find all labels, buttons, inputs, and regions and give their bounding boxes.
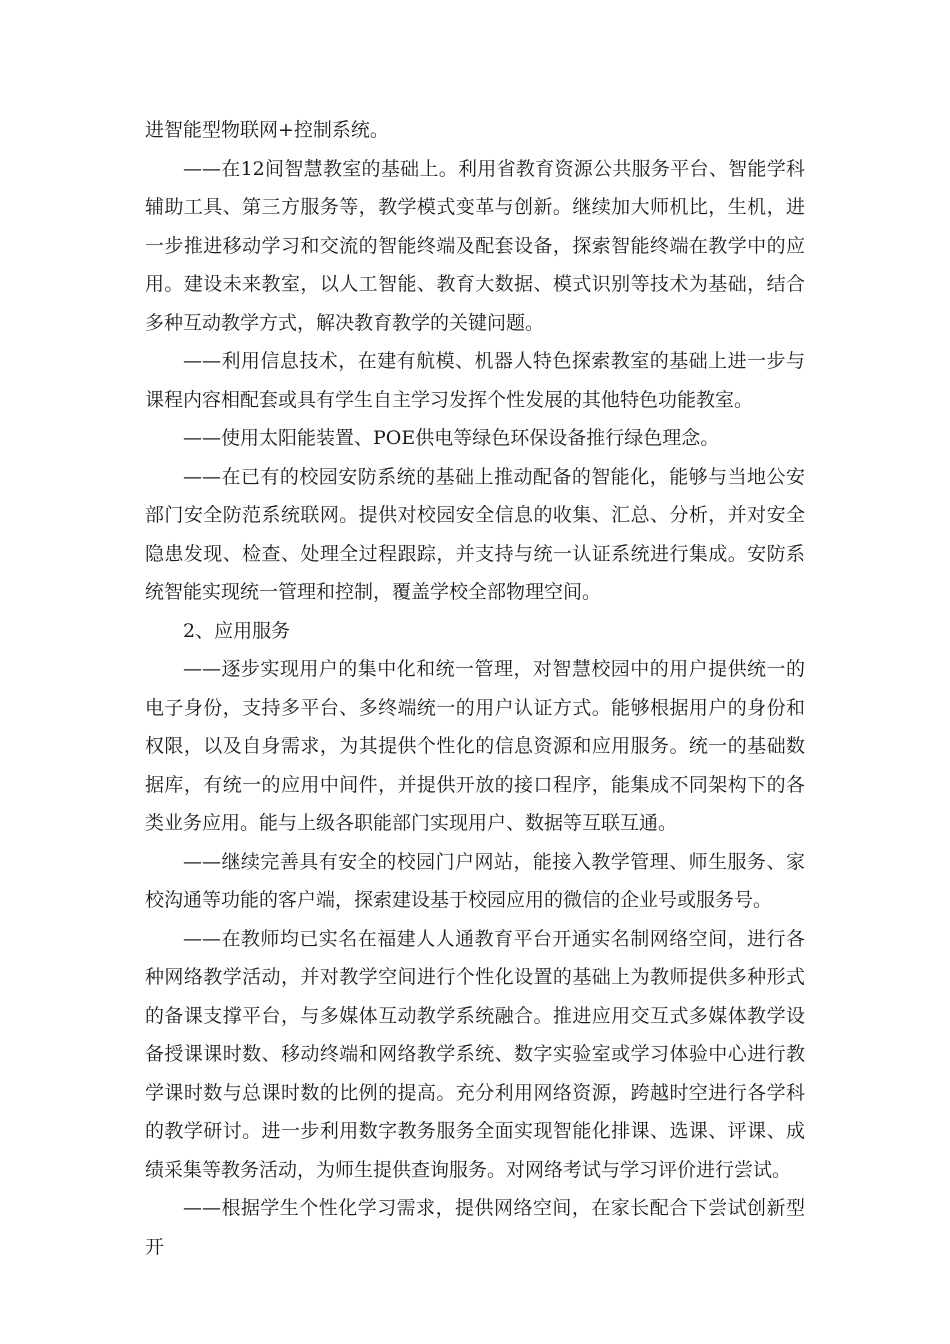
paragraph-unified-identity: ——逐步实现用户的集中化和统一管理，对智慧校园中的用户提供统一的电子身份，支持多平台、多终端统一的用户认证方式。能够根据用户的身份和权限，以及自身需求，为其提供个性化的信息资源和应用服务。统一的基础数据库，有统一的应用中间件，并提供开放的接口程序，能集成不同架构下的各类业务应用。能与上级各职能部门实现用户、数据等互联互通。	[145, 658, 805, 834]
paragraph-green-equipment: ——使用太阳能装置、POE供电等绿色环保设备推行绿色理念。	[183, 427, 720, 449]
paragraph-campus-security: ——在已有的校园安防系统的基础上推动配备的智能化，能够与当地公安部门安全防范系统联网。提供对校园安全信息的收集、汇总、分析，并对安全隐患发现、检查、处理全过程跟踪，并支持与统一认证系统进行集成。安防系统智能实现统一管理和控制，覆盖学校全部物理空间。	[145, 465, 805, 603]
paragraph-campus-portal: ——继续完善具有安全的校园门户网站，能接入教学管理、师生服务、家校沟通等功能的客户端，探索建设基于校园应用的微信的企业号或服务号。	[145, 850, 805, 911]
section-heading-application-services: 2、应用服务	[183, 619, 291, 642]
paragraph-continuation: 进智能型物联网+控制系统。	[145, 119, 389, 141]
paragraph-teacher-space: ——在教师均已实名在福建人人通教育平台开通实名制网络空间，进行各种网络教学活动，并对教学空间进行个性化设置的基础上为教师提供多种形式的备课支撑平台，与多媒体互动教学系统融合。推进应用交互式多媒体教学设备授课课时数、移动终端和网络教学系统、数字实验室或学习体验中心进行教学课时数与总课时数的比例的提高。充分利用网络资源，跨越时空进行各学科的教学研讨。进一步利用数字教务服务全面实现智能化排课、选课、评课、成绩采集等教务活动，为师生提供查询服务。对网络考试与学习评价进行尝试。	[145, 927, 805, 1181]
document-body	[145, 111, 805, 1266]
paragraph-student-learning: ——根据学生个性化学习需求，提供网络空间，在家长配合下尝试创新型开	[145, 1197, 805, 1258]
paragraph-feature-classroom: ——利用信息技术，在建有航模、机器人特色探索教室的基础上进一步与课程内容相配套或具有学生自主学习发挥个性发展的其他特色功能教室。	[145, 350, 805, 411]
paragraph-smart-classroom: ——在12间智慧教室的基础上。利用省教育资源公共服务平台、智能学科辅助工具、第三方服务等，教学模式变革与创新。继续加大师机比，生机，进一步推进移动学习和交流的智能终端及配套设备，探索智能终端在教学中的应用。建设未来教室，以人工智能、教育大数据、模式识别等技术为基础，结合多种互动教学方式，解决教育教学的关键问题。	[145, 157, 805, 334]
